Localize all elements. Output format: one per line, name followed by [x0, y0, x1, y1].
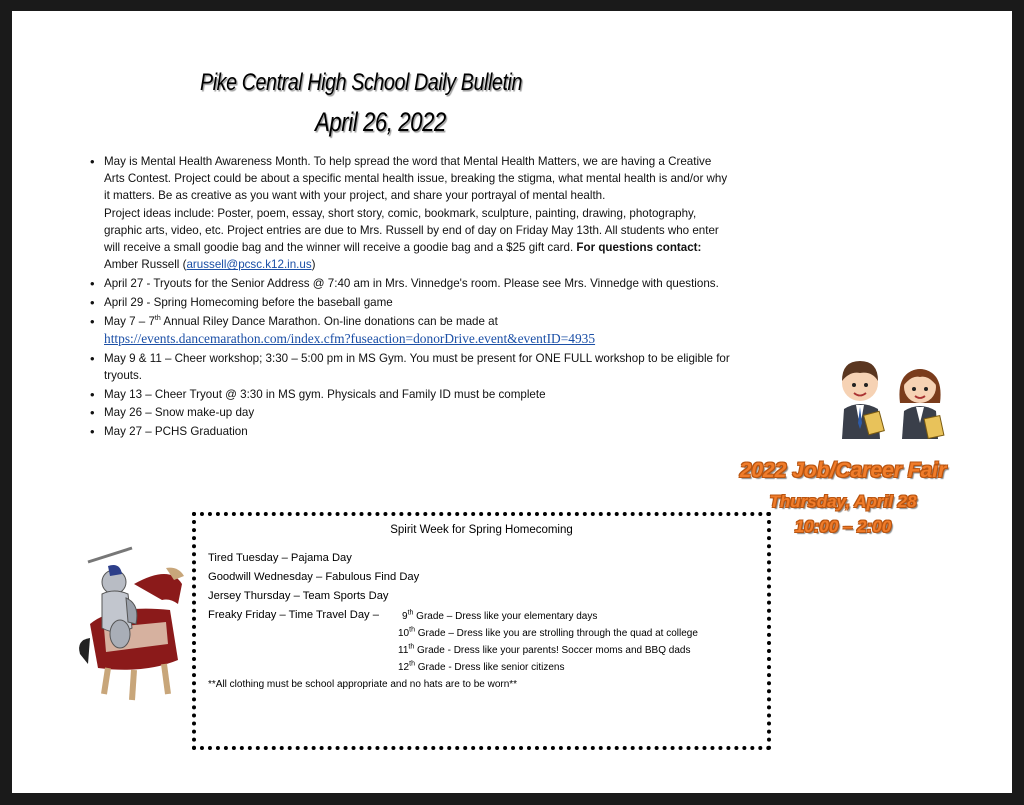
contact-label: For questions contact: [576, 241, 702, 255]
list-item: • April 27 - Tryouts for the Senior Address @ 7:40 am in Mrs. Vinnedge's room. Please see Mrs. Vinnedge with questions. [104, 275, 734, 292]
list-item: • May 26 – Snow make-up day [104, 404, 734, 421]
spirit-day-wednesday: Goodwill Wednesday – Fabulous Find Day [208, 571, 420, 583]
career-fair-time: 10:00 – 2:00 [794, 517, 892, 536]
list-item: • May 7 – 7th Annual Riley Dance Marathon. On-line donations can be made at https://events.dancemarathon.com/index.cfm?fuseaction=donorDrive.event&eventID=4935 [104, 313, 734, 348]
career-fair-date: Thursday, April 28 [769, 492, 917, 511]
grade-line: 11th Grade - Dress like your parents! Soccer moms and BBQ dads [398, 643, 691, 656]
spirit-week-title: Spirit Week for Spring Homecoming [390, 524, 573, 536]
list-item: • May 13 – Cheer Tryout @ 3:30 in MS gym. Physicals and Family ID must be complete [104, 386, 734, 403]
dance-marathon-link[interactable]: https://events.dancemarathon.com/index.cfm?fuseaction=donorDrive.event&eventID=4935 [104, 330, 596, 346]
job-seekers-icon [832, 343, 952, 439]
announcement-list [84, 153, 734, 442]
bulletin-title: Pike Central High School Daily Bulletin [200, 69, 523, 96]
list-item: • April 29 - Spring Homecoming before the baseball game [104, 294, 734, 311]
bulletin-page [12, 11, 1012, 793]
spirit-day-thursday: Jersey Thursday – Team Sports Day [208, 590, 389, 602]
bulletin-date: April 26, 2022 [315, 107, 446, 137]
spirit-week-box [192, 512, 771, 750]
spirit-day-tuesday: Tired Tuesday – Pajama Day [208, 552, 352, 564]
list-item: • May is Mental Health Awareness Month. To help spread the word that Mental Health Matters, we are having a Creative Arts Contest. Project could be about a specific mental health issue, breaking the stigma, what mental health is and/or why it matters. Be as creative as you want with your project, and share your portrayal of mental health. Project ideas include: Poster, poem, essay, short story, comic, bookmark, sculpture, painting, drawing, photography, graphic arts, video, etc. Project entries are due to Mrs. Russell by end of day on Friday May 13th. All students who enter will receive a small goodie bag and the winner will receive a goodie bag and a $25 gift card. For questions contact: Amber Russell (arussell@pcsc.k12.in.us) [104, 153, 734, 273]
list-item: • May 27 – PCHS Graduation [104, 423, 734, 440]
grade-line: 10th Grade – Dress like you are strolling through the quad at college [398, 626, 698, 639]
clothing-note: **All clothing must be school appropriate and no hats are to be worn** [208, 679, 518, 690]
grade-line: 12th Grade - Dress like senior citizens [398, 660, 565, 673]
spirit-day-friday: Freaky Friday – Time Travel Day – [208, 609, 379, 621]
career-fair-title: 2022 Job/Career Fair [739, 459, 947, 482]
grade-line: 9th Grade – Dress like your elementary days [402, 609, 598, 622]
list-item: • May 9 & 11 – Cheer workshop; 3:30 – 5:00 pm in MS Gym. You must be present for ONE FULL workshop to be eligible for tryouts. [104, 350, 734, 384]
contact-email-link[interactable]: arussell@pcsc.k12.in.us [186, 258, 312, 272]
knight-mascot-icon [74, 544, 186, 704]
